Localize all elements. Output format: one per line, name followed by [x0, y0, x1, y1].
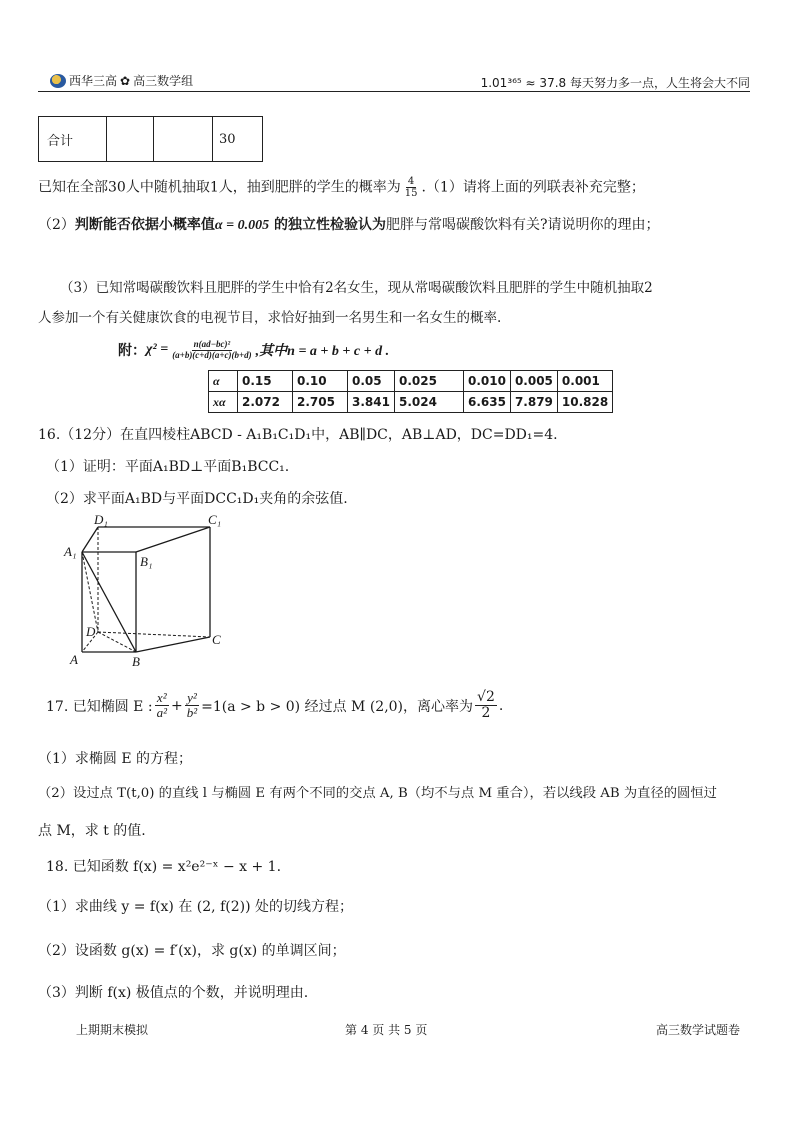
p18-q1: （1）求曲线 y = f(x) 在 (2, f(2)) 处的切线方程； — [38, 899, 353, 915]
alpha-row: α 0.15 0.10 0.05 0.025 0.010 0.005 0.001 — [209, 371, 613, 392]
total-cell-2 — [154, 117, 213, 162]
contingency-table-total-row — [38, 116, 263, 162]
label-C: C — [212, 632, 221, 647]
label-B: B — [132, 654, 140, 669]
footer-left: 上期期末模拟 — [76, 1023, 149, 1037]
school-logo-icon — [50, 74, 66, 88]
x-alpha-label: xα — [209, 392, 238, 413]
alpha-label: α — [209, 371, 238, 392]
p15-q2: （2）判断能否依据小概率值α = 0.005 的独立性检验认为肥胖与常喝碳酸饮料有关?请说明你的理由； — [38, 217, 660, 233]
header-divider — [38, 91, 750, 92]
flower-icon: ✿ — [120, 73, 131, 88]
label-D1: D₁ — [94, 512, 108, 527]
prism-figure — [60, 512, 240, 672]
header-right — [481, 74, 750, 91]
header-slogan: 每天努力多一点，人生将会大不同 — [569, 76, 750, 90]
p17-q1: （1）求椭圆 E 的方程； — [38, 751, 193, 767]
p17-q2-line1: （2）设过点 T(t,0) 的直线 l 与椭圆 E 有两个不同的交点 A, B（均不与点 M 重合），若以线段 AB 为直径的圆恒过 — [38, 786, 717, 801]
p15-q3-line2: 人参加一个有关健康饮食的电视节目，求恰好抽到一名男生和一名女生的概率. — [38, 310, 502, 326]
total-cell-1 — [107, 117, 154, 162]
prob-fraction: $\frac{4}{15}$ — [404, 176, 418, 199]
p18-q2: （2）设函数 g(x) = f′(x)，求 g(x) 的单调区间； — [38, 943, 346, 959]
p17-stem: 17. 已知椭圆 E : $\frac{\text{x²}}{\text{a²}}$ + $\frac{\text{y²}}{\text{b²}}$ =1(a > b > 0) 经过点 M (2,0)，离心率为 $\frac{√2}{2}$ . — [46, 689, 504, 722]
label-A1: A₁ — [64, 544, 77, 559]
footer-page-number: 第 4 页 共 5 页 — [345, 1023, 428, 1037]
chi-square-formula: 附： χ² = $\frac{\text{n(ad−bc)²}}{(a+b)(c+d)(a+c)(b+d)}$ ,其中n = a + b + c + d . — [118, 339, 390, 360]
chi-fraction: $\frac{\text{n(ad−bc)²}}{(a+b)(c+d)(a+c)(b+d)}$ — [172, 339, 252, 360]
p16-q2: （2）求平面A₁BD与平面DCC₁D₁夹角的余弦值. — [46, 491, 348, 507]
p18-q3: （3）判断 f(x) 极值点的个数，并说明理由. — [38, 985, 309, 1001]
label-B1: B₁ — [140, 554, 153, 569]
p18-stem: 18. 已知函数 f(x) = x²e²⁻ˣ − x + 1. — [46, 859, 282, 875]
label-A: A — [70, 652, 78, 667]
x-alpha-row: xα 2.072 2.705 3.841 5.024 6.635 7.879 10.828 — [209, 392, 613, 413]
p16-stem: 16.（12分）在直四棱柱ABCD - A₁B₁C₁D₁中，AB∥DC，AB⊥AD，DC=DD₁=4. — [38, 427, 558, 443]
p15-intro: 已知在全部30人中随机抽取1人，抽到肥胖的学生的概率为 $\frac{4}{15}$ .（1）请将上面的列联表补充完整； — [38, 176, 645, 199]
critical-value-table — [208, 370, 613, 413]
p15-q3-line1: （3）已知常喝碳酸饮料且肥胖的学生中恰有2名女生，现从常喝碳酸饮料且肥胖的学生中随机抽取2 — [60, 280, 653, 296]
total-cell-3: 30 — [213, 117, 263, 162]
group-name: 高三数学组 — [133, 74, 194, 88]
p16-q1: （1）证明：平面A₁BD⊥平面B₁BCC₁. — [46, 459, 290, 475]
p17-q2-line2: 点 M，求 t 的值. — [38, 823, 146, 839]
footer-right: 高三数学试题卷 — [656, 1023, 741, 1037]
label-C1: C₁ — [208, 512, 222, 527]
header-formula: 1.01³⁶⁵ ≈ 37.8 — [480, 76, 567, 90]
header-left — [50, 72, 193, 89]
label-D: D — [86, 624, 96, 639]
total-label: 合计 — [39, 117, 107, 162]
school-name: 西华三高 — [69, 74, 118, 88]
